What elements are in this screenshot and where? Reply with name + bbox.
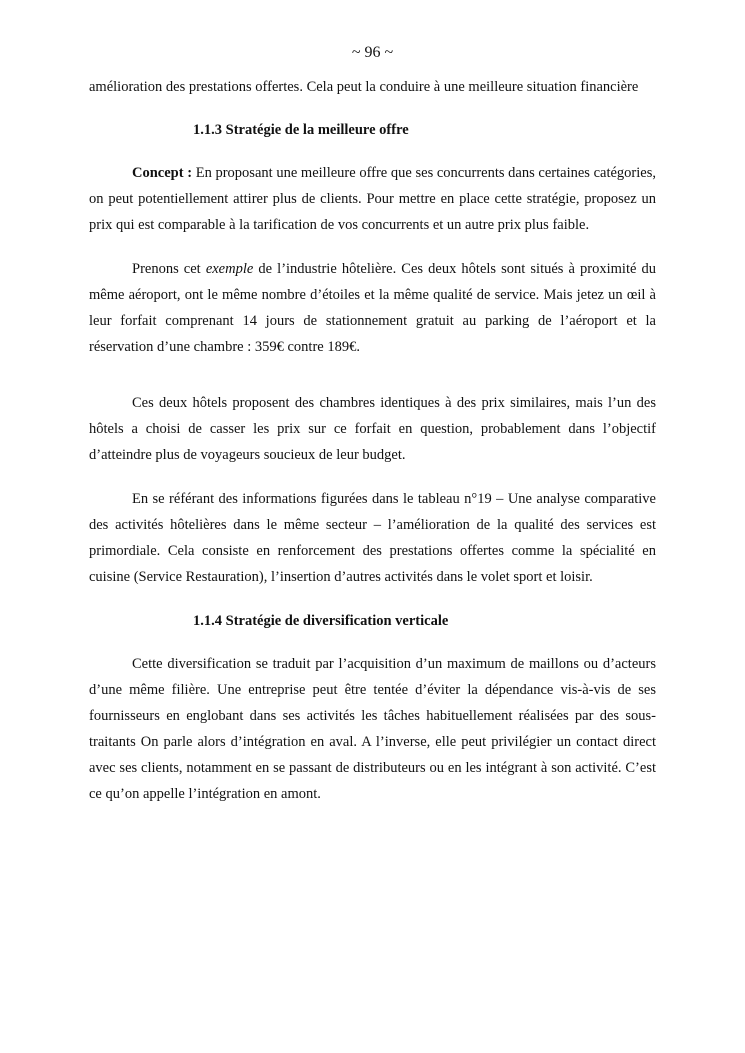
concept-text: En proposant une meilleure offre que ses concurrents dans certaines catégories, on peut potentiellement attirer plus de clients. Pour mettre en place cette stratégie, proposez un prix qui est comparable à la tarification de vos concurrents et un autre prix plus faible. — [89, 165, 656, 233]
example-word: exemple — [205, 261, 254, 277]
concept-paragraph — [89, 160, 656, 238]
example-paragraph — [89, 256, 656, 360]
example-after: de l’industrie hôtelière. Ces deux hôtels sont situés à proximité du même aéroport, ont le même nombre d’étoiles et la même qualité de service. Mais jetez un œil à leur forfait comprenant 14 jours de stationnement gratuit au parking de l’aéroport et la réservation d’une chambre : 359€ contre 189€. — [89, 261, 657, 355]
section-heading-1-1-4: 1.1.4 Stratégie de diversification verticale — [193, 613, 449, 629]
concept-label: Concept : — [132, 165, 193, 181]
example-before: Prenons cet — [132, 261, 206, 277]
tableau-paragraph: En se référant des informations figurées dans le tableau n°19 – Une analyse comparative des activités hôtelières dans le même secteur – l’amélioration de la qualité des services est primordiale. Cela consiste en renforcement des prestations offertes comme la spécialité en cuisine (Service Restauration), l’insertion d’autres activités dans le volet sport et loisir. — [89, 491, 656, 585]
section-heading-1-1-3: 1.1.3 Stratégie de la meilleure offre — [193, 122, 409, 138]
hotels-paragraph: Ces deux hôtels proposent des chambres identiques à des prix similaires, mais l’un des hôtels a choisi de casser les prix sur ce forfait en question, probablement dans l’objectif d’atteindre plus de voyageurs soucieux de leur budget. — [89, 395, 656, 463]
page-body — [89, 74, 656, 807]
diversification-paragraph: Cette diversification se traduit par l’acquisition d’un maximum de maillons ou d’acteurs d’une même filière. Une entreprise peut être tentée d’éviter la dépendance vis-à-vis de ses fournisseurs en englobant dans ses activités les tâches habituellement réalisées par des sous-traitants On parle alors d’intégration en aval. A l’inverse, elle peut privilégier un contact direct avec ses clients, notamment en se passant de distributeurs ou en les intégrant à son activité. C’est ce qu’on appelle l’intégration en amont. — [89, 656, 656, 802]
page-number: ~ 96 ~ — [351, 44, 394, 61]
intro-paragraph: amélioration des prestations offertes. Cela peut la conduire à une meilleure situation financière — [89, 79, 639, 95]
